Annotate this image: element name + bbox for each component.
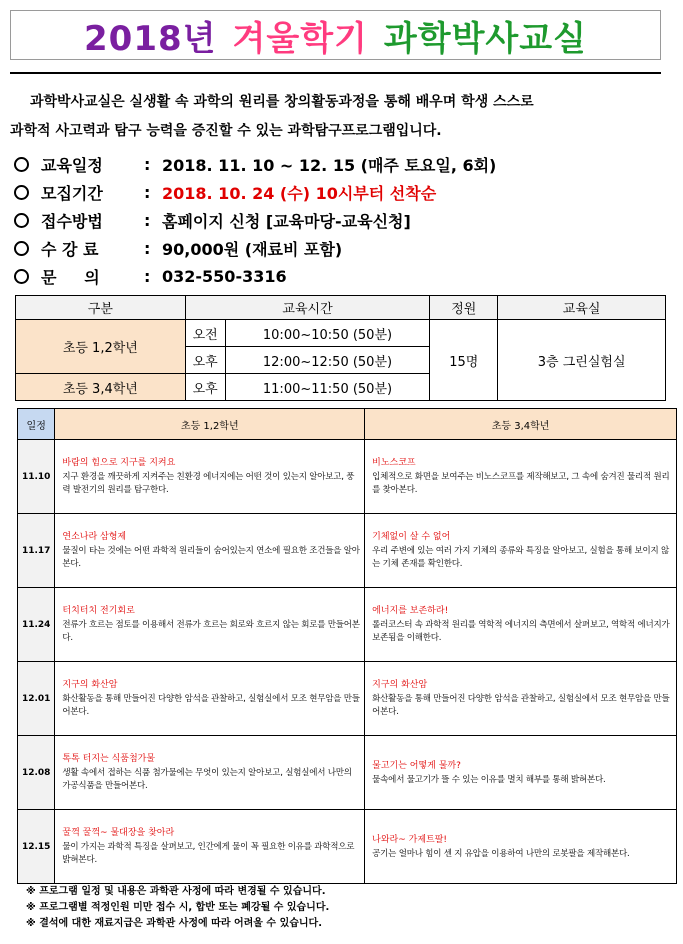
lesson-title: 물고기는 어떻게 물까?: [372, 761, 461, 771]
lesson-desc: 공기는 얼마나 힘이 센 지 유압을 이용하여 나만의 로봇팔을 제작해본다.: [372, 848, 630, 859]
header-capacity: 정원: [430, 296, 498, 320]
circle-bullet-icon: [14, 213, 29, 228]
curriculum-row: [18, 736, 677, 810]
header-grade-34: 초등 3,4학년: [365, 409, 677, 440]
curriculum-row: [18, 440, 677, 514]
schedule-period: 오전: [185, 320, 225, 347]
lesson-title: 비노스코프: [372, 458, 416, 469]
circle-bullet-icon: [14, 241, 29, 256]
info-label: 문 의: [41, 267, 100, 287]
curriculum-cell: [365, 810, 677, 884]
lesson-desc: 생활 속에서 접하는 식품 첨가물에는 무엇이 있는지 알아보고, 실험실에서 나만의 가공식품을 만들어본다.: [62, 767, 352, 792]
footnote: ※ 결석에 대한 재료지급은 과학관 사정에 따라 어려울 수 있습니다.: [26, 918, 323, 929]
curriculum-cell: [55, 440, 365, 514]
lesson-desc: 롤러코스터 속 과학적 원리를 역학적 에너지의 측면에서 살펴보고, 역학적 에너지가 보존됨을 이해한다.: [372, 619, 670, 644]
schedule-time: 12:00~12:50 (50분): [225, 347, 430, 374]
lesson-title: 지구의 화산암: [372, 680, 428, 691]
curriculum-date: 12.08: [18, 736, 55, 810]
info-colon: :: [144, 238, 151, 258]
lesson-title: 에너지를 보존하라!: [372, 606, 449, 617]
curriculum-date: 12.15: [18, 810, 55, 884]
curriculum-date: 11.24: [18, 588, 55, 662]
lesson-desc: 물질이 타는 것에는 어떤 과학적 원리들이 숨어있는지 연소에 필요한 조건들을 알아본다.: [62, 545, 360, 570]
intro-line-1: 과학박사교실은 실생활 속 과학의 원리를 창의활동과정을 통해 배우며 학생 스스로: [30, 94, 534, 110]
curriculum-header-row: [18, 409, 677, 440]
curriculum-cell: [55, 588, 365, 662]
info-value: 2018. 10. 24 (수) 10시부터 선착순: [162, 183, 437, 203]
title-season: 겨울학기: [232, 18, 368, 59]
schedule-room: 3층 그린실험실: [498, 320, 666, 401]
header-room: 교육실: [498, 296, 666, 320]
info-label: 수 강 료: [41, 239, 99, 259]
schedule-period: 오후: [185, 347, 225, 374]
lesson-desc: 지구 환경을 깨끗하게 지켜주는 친환경 에너지에는 어떤 것이 있는지 알아보고, 풍력 발전기의 원리를 탐구한다.: [62, 471, 355, 496]
curriculum-cell: [365, 440, 677, 514]
curriculum-date: 11.17: [18, 514, 55, 588]
lesson-title: 연소나라 삼형제: [62, 532, 127, 543]
header-time: 교육시간: [185, 296, 430, 320]
curriculum-date: 12.01: [18, 662, 55, 736]
header-date: 일정: [18, 409, 55, 440]
info-row-apply: [14, 206, 664, 234]
schedule-header-row: [16, 296, 666, 320]
info-colon: :: [144, 266, 151, 286]
lesson-title: 기체없이 살 수 없어: [372, 532, 451, 543]
schedule-group: 초등 3,4학년: [16, 374, 186, 401]
header-grade-12: 초등 1,2학년: [55, 409, 365, 440]
lesson-title: 꿀꺽 꿀꺽~ 물대장을 찾아라: [62, 828, 175, 839]
curriculum-cell: [365, 736, 677, 810]
lesson-title: 톡톡 터지는 식품첨가물: [62, 754, 156, 765]
footnotes: [26, 884, 329, 932]
schedule-row: [16, 320, 666, 347]
curriculum-cell: [55, 810, 365, 884]
curriculum-row: [18, 588, 677, 662]
info-value: 032-550-3316: [162, 266, 287, 286]
info-list: [14, 150, 664, 290]
curriculum-cell: [365, 514, 677, 588]
intro-paragraph: [10, 88, 661, 146]
circle-bullet-icon: [14, 157, 29, 172]
title-banner: [10, 10, 661, 60]
schedule-table: [15, 295, 666, 401]
intro-line-2: 과학적 사고력과 탐구 능력을 증진할 수 있는 과학탐구프로그램입니다.: [10, 123, 442, 139]
schedule-time: 10:00~10:50 (50분): [225, 320, 430, 347]
curriculum-table: [17, 408, 677, 884]
lesson-desc: 전류가 흐르는 점토를 이용해서 전류가 흐르는 회로와 흐르지 않는 회로를 만들어본다.: [62, 619, 360, 644]
info-value: 홈페이지 신청 [교육마당-교육신청]: [162, 211, 411, 231]
curriculum-row: [18, 662, 677, 736]
lesson-desc: 화산활동을 통해 만들어진 다양한 암석을 관찰하고, 실험실에서 모조 현무암을 만들어본다.: [372, 693, 670, 718]
curriculum-cell: [55, 736, 365, 810]
curriculum-cell: [55, 662, 365, 736]
curriculum-date: 11.10: [18, 440, 55, 514]
circle-bullet-icon: [14, 269, 29, 284]
schedule-period: 오후: [185, 374, 225, 401]
curriculum-cell: [55, 514, 365, 588]
lesson-title: 지구의 화산암: [62, 680, 118, 691]
title-divider: [10, 72, 661, 74]
footnote: ※ 프로그램 일정 및 내용은 과학관 사정에 따라 변경될 수 있습니다.: [26, 886, 326, 897]
lesson-desc: 입체적으로 화면을 보여주는 비노스코프를 제작해보고, 그 속에 숨겨진 물리적 원리를 찾아본다.: [372, 471, 670, 496]
title-program: 과학박사교실: [383, 18, 587, 59]
circle-bullet-icon: [14, 185, 29, 200]
curriculum-row: [18, 810, 677, 884]
lesson-title: 터치터치 전기회로: [62, 606, 135, 617]
info-row-fee: [14, 234, 664, 262]
info-row-contact: [14, 262, 664, 290]
info-value: 90,000원 (재료비 포함): [162, 239, 343, 259]
schedule-time: 11:00~11:50 (50분): [225, 374, 430, 401]
title-year: 2018년: [84, 18, 217, 59]
info-value: 2018. 11. 10 ~ 12. 15 (매주 토요일, 6회): [162, 155, 497, 175]
schedule-capacity: 15명: [430, 320, 498, 401]
curriculum-cell: [365, 588, 677, 662]
curriculum-cell: [365, 662, 677, 736]
info-colon: :: [144, 182, 151, 202]
lesson-desc: 우리 주변에 있는 여러 가지 기체의 종류와 특징을 알아보고, 실험을 통해 보이지 않는 기체 존재를 확인한다.: [372, 545, 670, 570]
schedule-group: 초등 1,2학년: [16, 320, 186, 374]
footnote: ※ 프로그램별 적정인원 미만 접수 시, 합반 또는 폐강될 수 있습니다.: [26, 902, 330, 913]
info-row-schedule: [14, 150, 664, 178]
lesson-title: 바람의 힘으로 지구를 지켜요: [62, 458, 176, 469]
info-row-recruit: [14, 178, 664, 206]
curriculum-row: [18, 514, 677, 588]
info-label: 모집기간: [41, 183, 103, 203]
info-label: 접수방법: [41, 211, 103, 231]
lesson-title: 나와라~ 가제트팔!: [372, 835, 448, 845]
info-label: 교육일정: [41, 155, 103, 175]
lesson-desc: 화산활동을 통해 만들어진 다양한 암석을 관찰하고, 실험실에서 모조 현무암을 만들어본다.: [62, 693, 360, 718]
lesson-desc: 물이 가지는 과학적 특징을 살펴보고, 인간에게 물이 꼭 필요한 이유를 과학적으로 밝혀본다.: [62, 841, 355, 866]
lesson-desc: 물속에서 물고기가 뜰 수 있는 이유를 멸치 해부를 통해 밝혀본다.: [372, 774, 606, 785]
header-category: 구분: [16, 296, 186, 320]
info-colon: :: [144, 210, 151, 230]
info-colon: :: [144, 154, 151, 174]
